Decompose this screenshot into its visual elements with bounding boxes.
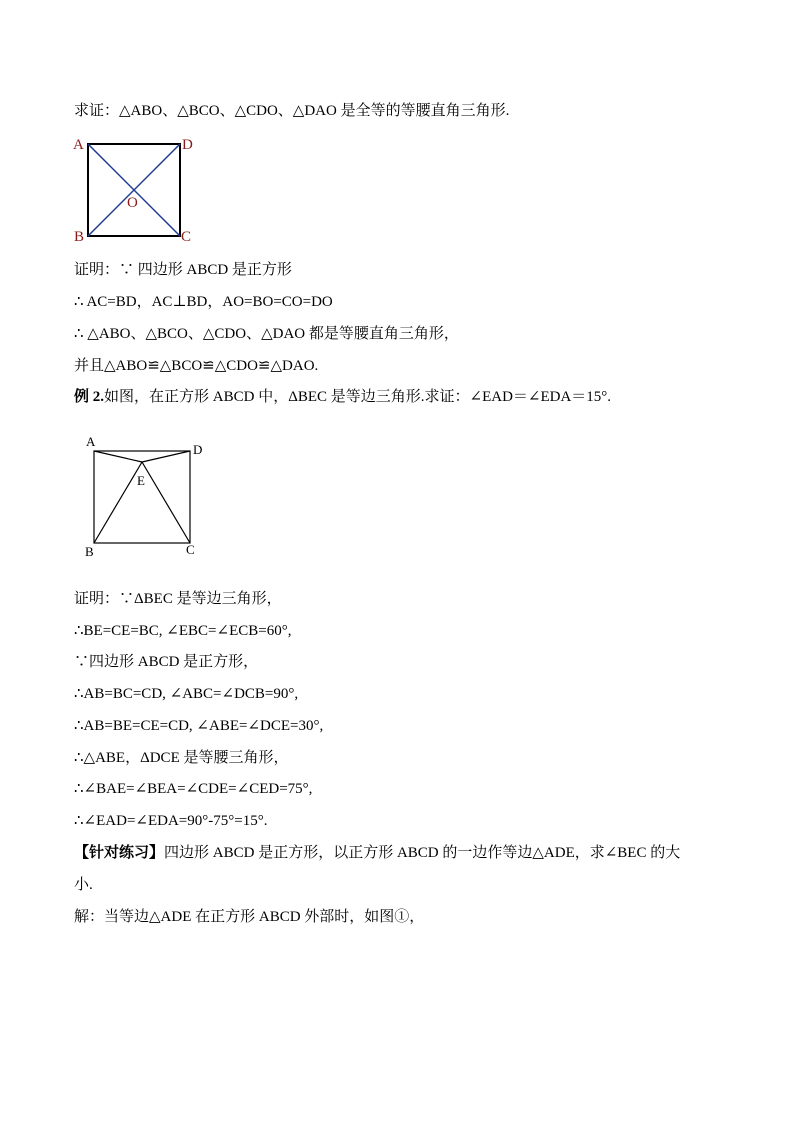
proof1-line-3: ∴ △ABO、△BCO、△CDO、△DAO 都是等腰直角三角形，	[74, 326, 459, 342]
label-b: B	[85, 544, 94, 559]
proof2-line-4: ∴AB=BC=CD, ∠ABC=∠DCB=90°,	[74, 686, 299, 702]
segment-ae	[94, 451, 142, 462]
segment-ce	[142, 462, 190, 543]
proof1-line-2: ∴ AC=BD，AC⊥BD，AO=BO=CO=DO	[74, 294, 333, 310]
practice-line	[74, 842, 680, 864]
example2-label: 例 2.	[74, 389, 105, 405]
practice-line-cont: 小.	[74, 877, 93, 893]
proof2-line-1: 证明：∵ΔBEC 是等边三角形，	[74, 591, 282, 607]
proof2-line-2: ∴BE=CE=BC, ∠EBC=∠ECB=60°,	[74, 623, 292, 639]
segment-be	[94, 462, 142, 543]
label-b: B	[74, 229, 85, 245]
practice-text: 四边形 ABCD 是正方形，以正方形 ABCD 的一边作等边△ADE，求∠BEC 的大	[164, 845, 681, 861]
example2-line	[74, 386, 611, 408]
proof1-line-4: 并且△ABO≌△BCO≌△CDO≌△DAO.	[74, 358, 319, 374]
label-e: E	[137, 473, 145, 488]
label-a: A	[73, 137, 84, 153]
example2-text: 如图，在正方形 ABCD 中，ΔBEC 是等边三角形.求证：∠EAD＝∠EDA＝15°.	[104, 389, 612, 405]
square-equilateral-figure	[80, 432, 210, 562]
segment-de	[142, 451, 190, 462]
proof2-line-8: ∴∠EAD=∠EDA=90°-75°=15°.	[74, 813, 268, 829]
label-c: C	[186, 542, 195, 557]
proof2-line-5: ∴AB=BE=CE=CD, ∠ABE=∠DCE=30°,	[74, 718, 324, 734]
label-o: O	[127, 195, 138, 211]
proof2-line-6: ∴△ABE，ΔDCE 是等腰三角形，	[74, 750, 289, 766]
square-outline	[94, 451, 190, 543]
proof2-line-3: ∵四边形 ABCD 是正方形，	[74, 654, 259, 670]
proof2-line-7: ∴∠BAE=∠BEA=∠CDE=∠CED=75°,	[74, 781, 313, 797]
practice-label: 【针对练习】	[74, 845, 165, 861]
label-d: D	[193, 442, 203, 457]
proof1-line-1: 证明：∵ 四边形 ABCD 是正方形	[74, 262, 292, 278]
label-c: C	[181, 229, 192, 245]
practice-solution: 解：当等边△ADE 在正方形 ABCD 外部时，如图①，	[74, 909, 425, 925]
label-a: A	[86, 434, 96, 449]
label-d: D	[182, 137, 193, 153]
intro-line: 求证：△ABO、△BCO、△CDO、△DAO 是全等的等腰直角三角形.	[74, 103, 510, 119]
square-diagonals-figure	[70, 132, 200, 247]
